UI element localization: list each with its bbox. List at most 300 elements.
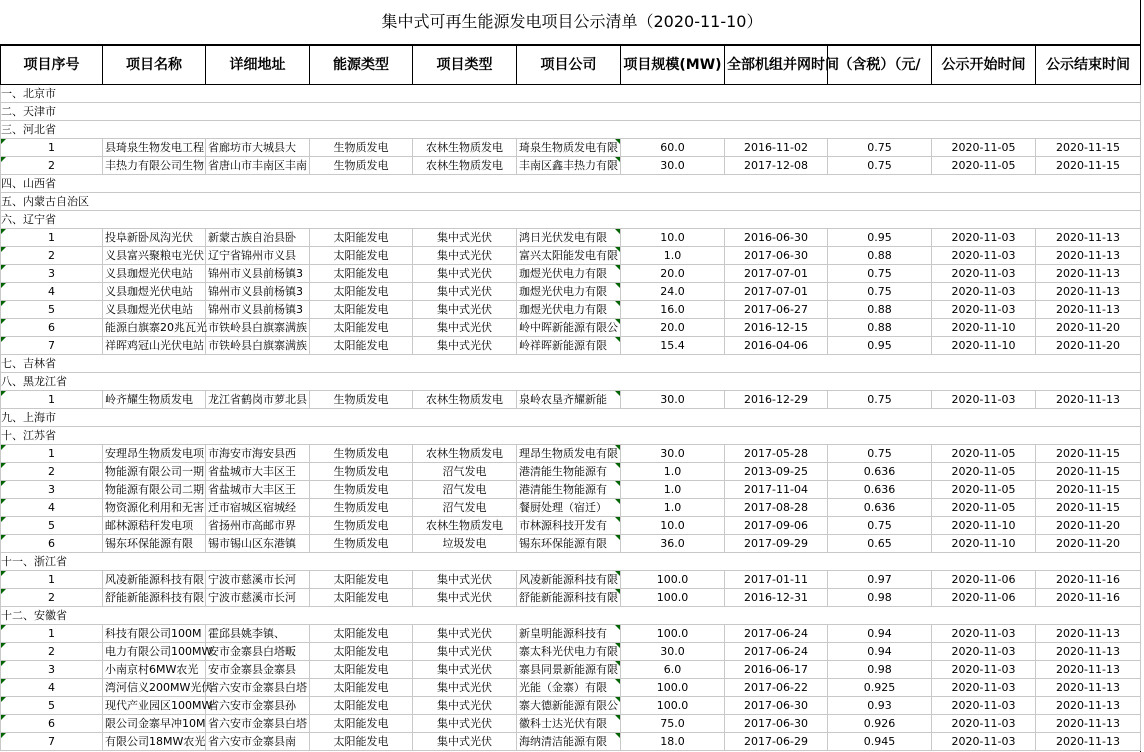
- cell-start-date[interactable]: 2020-11-10: [932, 319, 1036, 337]
- cell-seq[interactable]: 4: [1, 283, 103, 301]
- cell-price[interactable]: 0.88: [828, 301, 932, 319]
- cell-start-date[interactable]: 2020-11-06: [932, 589, 1036, 607]
- cell-seq[interactable]: 3: [1, 481, 103, 499]
- cell-end-date[interactable]: 2020-11-16: [1036, 571, 1141, 589]
- cell-name[interactable]: 湾河信义200MW光伏: [103, 679, 206, 697]
- cell-address[interactable]: 省唐山市丰南区丰南: [206, 157, 310, 175]
- cell-capacity[interactable]: 30.0: [621, 391, 725, 409]
- cell-end-date[interactable]: 2020-11-15: [1036, 463, 1141, 481]
- cell-company[interactable]: 舒能新能源科技有限: [517, 589, 621, 607]
- cell-address[interactable]: 省扬州市高邮市界: [206, 517, 310, 535]
- cell-address[interactable]: 宁波市慈溪市长河: [206, 589, 310, 607]
- cell-capacity[interactable]: 20.0: [621, 319, 725, 337]
- cell-price[interactable]: 0.75: [828, 139, 932, 157]
- cell-energy-type[interactable]: 太阳能发电: [310, 283, 413, 301]
- cell-address[interactable]: 省六安市金寨县白塔: [206, 715, 310, 733]
- cell-end-date[interactable]: 2020-11-13: [1036, 715, 1141, 733]
- cell-company[interactable]: 锡东环保能源有限: [517, 535, 621, 553]
- cell-seq[interactable]: 4: [1, 499, 103, 517]
- cell-energy-type[interactable]: 太阳能发电: [310, 625, 413, 643]
- cell-name[interactable]: 岭齐耀生物质发电: [103, 391, 206, 409]
- cell-grid-date[interactable]: 2016-12-31: [725, 589, 828, 607]
- cell-company[interactable]: 鸿日光伏发电有限: [517, 229, 621, 247]
- cell-grid-date[interactable]: 2017-06-24: [725, 625, 828, 643]
- cell-seq[interactable]: 5: [1, 517, 103, 535]
- cell-name[interactable]: 科技有限公司100M: [103, 625, 206, 643]
- header-start-date[interactable]: 公示开始时间: [932, 45, 1036, 85]
- cell-grid-date[interactable]: 2017-06-22: [725, 679, 828, 697]
- cell-address[interactable]: 安市金寨县金寨县: [206, 661, 310, 679]
- cell-name[interactable]: 能源白旗寨20兆瓦光: [103, 319, 206, 337]
- cell-price[interactable]: 0.97: [828, 571, 932, 589]
- cell-seq[interactable]: 1: [1, 139, 103, 157]
- cell-seq[interactable]: 7: [1, 733, 103, 751]
- cell-energy-type[interactable]: 生物质发电: [310, 139, 413, 157]
- cell-address[interactable]: 辽宁省锦州市义县: [206, 247, 310, 265]
- cell-price[interactable]: 0.945: [828, 733, 932, 751]
- cell-name[interactable]: 舒能新能源科技有限: [103, 589, 206, 607]
- cell-price[interactable]: 0.926: [828, 715, 932, 733]
- cell-company[interactable]: 风凌新能源科技有限: [517, 571, 621, 589]
- cell-name[interactable]: 限公司金寨早冲10M: [103, 715, 206, 733]
- cell-end-date[interactable]: 2020-11-13: [1036, 661, 1141, 679]
- header-name[interactable]: 项目名称: [103, 45, 206, 85]
- cell-grid-date[interactable]: 2013-09-25: [725, 463, 828, 481]
- cell-project-type[interactable]: 集中式光伏: [413, 229, 517, 247]
- cell-end-date[interactable]: 2020-11-13: [1036, 391, 1141, 409]
- header-energy-type[interactable]: 能源类型: [310, 45, 413, 85]
- cell-start-date[interactable]: 2020-11-10: [932, 535, 1036, 553]
- cell-price[interactable]: 0.88: [828, 319, 932, 337]
- cell-project-type[interactable]: 农林生物质发电: [413, 139, 517, 157]
- cell-address[interactable]: 锦州市义县前杨镇3: [206, 283, 310, 301]
- cell-capacity[interactable]: 100.0: [621, 679, 725, 697]
- cell-company[interactable]: 丰南区鑫丰热力有限: [517, 157, 621, 175]
- cell-end-date[interactable]: 2020-11-20: [1036, 535, 1141, 553]
- cell-energy-type[interactable]: 太阳能发电: [310, 337, 413, 355]
- cell-end-date[interactable]: 2020-11-20: [1036, 337, 1141, 355]
- cell-start-date[interactable]: 2020-11-03: [932, 733, 1036, 751]
- cell-end-date[interactable]: 2020-11-15: [1036, 445, 1141, 463]
- cell-energy-type[interactable]: 太阳能发电: [310, 733, 413, 751]
- cell-project-type[interactable]: 沼气发电: [413, 463, 517, 481]
- cell-company[interactable]: 光能（金寨）有限: [517, 679, 621, 697]
- province-row: [1, 607, 1141, 625]
- cell-name[interactable]: 义县珈煜光伏电站: [103, 283, 206, 301]
- cell-end-date[interactable]: 2020-11-13: [1036, 229, 1141, 247]
- cell-start-date[interactable]: 2020-11-05: [932, 463, 1036, 481]
- cell-capacity[interactable]: 75.0: [621, 715, 725, 733]
- cell-end-date[interactable]: 2020-11-13: [1036, 625, 1141, 643]
- cell-price[interactable]: 0.88: [828, 247, 932, 265]
- cell-end-date[interactable]: 2020-11-13: [1036, 247, 1141, 265]
- cell-energy-type[interactable]: 太阳能发电: [310, 643, 413, 661]
- cell-company[interactable]: 泉岭农垦齐耀新能: [517, 391, 621, 409]
- cell-end-date[interactable]: 2020-11-15: [1036, 481, 1141, 499]
- cell-price[interactable]: 0.75: [828, 283, 932, 301]
- cell-capacity[interactable]: 15.4: [621, 337, 725, 355]
- cell-seq[interactable]: 1: [1, 445, 103, 463]
- cell-grid-date[interactable]: 2016-12-15: [725, 319, 828, 337]
- cell-address[interactable]: 省六安市金寨县白塔: [206, 679, 310, 697]
- table-row: [1, 481, 1141, 499]
- cell-grid-date[interactable]: 2016-06-17: [725, 661, 828, 679]
- cell-start-date[interactable]: 2020-11-05: [932, 445, 1036, 463]
- cell-energy-type[interactable]: 生物质发电: [310, 535, 413, 553]
- cell-seq[interactable]: 6: [1, 715, 103, 733]
- cell-start-date[interactable]: 2020-11-10: [932, 517, 1036, 535]
- cell-end-date[interactable]: 2020-11-15: [1036, 157, 1141, 175]
- cell-capacity[interactable]: 30.0: [621, 643, 725, 661]
- cell-energy-type[interactable]: 太阳能发电: [310, 661, 413, 679]
- cell-seq[interactable]: 6: [1, 535, 103, 553]
- cell-address[interactable]: 省盐城市大丰区王: [206, 481, 310, 499]
- cell-capacity[interactable]: 36.0: [621, 535, 725, 553]
- cell-energy-type[interactable]: 太阳能发电: [310, 229, 413, 247]
- cell-grid-date[interactable]: 2017-09-06: [725, 517, 828, 535]
- cell-project-type[interactable]: 集中式光伏: [413, 247, 517, 265]
- cell-start-date[interactable]: 2020-11-03: [932, 283, 1036, 301]
- cell-energy-type[interactable]: 生物质发电: [310, 391, 413, 409]
- cell-seq[interactable]: 2: [1, 589, 103, 607]
- cell-energy-type[interactable]: 生物质发电: [310, 445, 413, 463]
- cell-grid-date[interactable]: 2017-06-29: [725, 733, 828, 751]
- cell-capacity[interactable]: 100.0: [621, 571, 725, 589]
- cell-address[interactable]: 霍邱县姚李镇、: [206, 625, 310, 643]
- cell-price[interactable]: 0.95: [828, 229, 932, 247]
- cell-name[interactable]: 电力有限公司100MW: [103, 643, 206, 661]
- cell-energy-type[interactable]: 太阳能发电: [310, 679, 413, 697]
- cell-price[interactable]: 0.75: [828, 391, 932, 409]
- cell-capacity[interactable]: 16.0: [621, 301, 725, 319]
- cell-start-date[interactable]: 2020-11-03: [932, 643, 1036, 661]
- header-project-type[interactable]: 项目类型: [413, 45, 517, 85]
- cell-grid-date[interactable]: 2017-06-24: [725, 643, 828, 661]
- province-label[interactable]: 二、天津市: [1, 103, 1141, 121]
- cell-capacity[interactable]: 10.0: [621, 517, 725, 535]
- cell-project-type[interactable]: 沼气发电: [413, 481, 517, 499]
- cell-project-type[interactable]: 集中式光伏: [413, 301, 517, 319]
- cell-start-date[interactable]: 2020-11-05: [932, 139, 1036, 157]
- cell-start-date[interactable]: 2020-11-03: [932, 697, 1036, 715]
- cell-grid-date[interactable]: 2017-08-28: [725, 499, 828, 517]
- cell-energy-type[interactable]: 生物质发电: [310, 157, 413, 175]
- cell-energy-type[interactable]: 生物质发电: [310, 517, 413, 535]
- cell-energy-type[interactable]: 太阳能发电: [310, 301, 413, 319]
- cell-price[interactable]: 0.636: [828, 463, 932, 481]
- cell-name[interactable]: 安理昂生物质发电项: [103, 445, 206, 463]
- province-label[interactable]: 十、江苏省: [1, 427, 1141, 445]
- cell-name[interactable]: 丰热力有限公司生物: [103, 157, 206, 175]
- cell-energy-type[interactable]: 生物质发电: [310, 481, 413, 499]
- cell-seq[interactable]: 2: [1, 157, 103, 175]
- cell-project-type[interactable]: 农林生物质发电: [413, 445, 517, 463]
- cell-energy-type[interactable]: 太阳能发电: [310, 571, 413, 589]
- cell-project-type[interactable]: 集中式光伏: [413, 571, 517, 589]
- cell-price[interactable]: 0.636: [828, 499, 932, 517]
- cell-name[interactable]: 有限公司18MW农光: [103, 733, 206, 751]
- cell-project-type[interactable]: 集中式光伏: [413, 697, 517, 715]
- cell-end-date[interactable]: 2020-11-13: [1036, 643, 1141, 661]
- cell-name[interactable]: 锡东环保能源有限: [103, 535, 206, 553]
- province-label[interactable]: 四、山西省: [1, 175, 1141, 193]
- cell-name[interactable]: 投阜新卧凤沟光伏: [103, 229, 206, 247]
- cell-energy-type[interactable]: 生物质发电: [310, 463, 413, 481]
- cell-end-date[interactable]: 2020-11-20: [1036, 319, 1141, 337]
- cell-start-date[interactable]: 2020-11-10: [932, 337, 1036, 355]
- cell-company[interactable]: 餐厨处理（宿迁）: [517, 499, 621, 517]
- cell-name[interactable]: 物能源有限公司二期: [103, 481, 206, 499]
- cell-name[interactable]: 县琦泉生物发电工程: [103, 139, 206, 157]
- cell-address[interactable]: 锦州市义县前杨镇3: [206, 301, 310, 319]
- cell-price[interactable]: 0.98: [828, 589, 932, 607]
- cell-price[interactable]: 0.75: [828, 445, 932, 463]
- cell-name[interactable]: 风凌新能源科技有限: [103, 571, 206, 589]
- cell-company[interactable]: 珈煜光伏电力有限: [517, 283, 621, 301]
- cell-price[interactable]: 0.93: [828, 697, 932, 715]
- cell-end-date[interactable]: 2020-11-20: [1036, 517, 1141, 535]
- cell-start-date[interactable]: 2020-11-06: [932, 571, 1036, 589]
- province-label[interactable]: 一、北京市: [1, 85, 1141, 103]
- header-capacity[interactable]: 项目规模(MW): [621, 45, 725, 85]
- cell-grid-date[interactable]: 2017-06-30: [725, 715, 828, 733]
- cell-end-date[interactable]: 2020-11-13: [1036, 679, 1141, 697]
- cell-project-type[interactable]: 农林生物质发电: [413, 517, 517, 535]
- cell-seq[interactable]: 1: [1, 625, 103, 643]
- cell-seq[interactable]: 1: [1, 391, 103, 409]
- cell-grid-date[interactable]: 2017-06-27: [725, 301, 828, 319]
- cell-energy-type[interactable]: 太阳能发电: [310, 715, 413, 733]
- cell-grid-date[interactable]: 2017-07-01: [725, 265, 828, 283]
- cell-address[interactable]: 龙江省鹤岗市萝北县: [206, 391, 310, 409]
- cell-company[interactable]: 富兴太阳能发电有限: [517, 247, 621, 265]
- cell-name[interactable]: 义县珈煜光伏电站: [103, 265, 206, 283]
- cell-seq[interactable]: 3: [1, 265, 103, 283]
- cell-seq[interactable]: 1: [1, 571, 103, 589]
- cell-seq[interactable]: 5: [1, 301, 103, 319]
- cell-seq[interactable]: 4: [1, 679, 103, 697]
- cell-price[interactable]: 0.75: [828, 157, 932, 175]
- cell-project-type[interactable]: 垃圾发电: [413, 535, 517, 553]
- cell-price[interactable]: 0.75: [828, 265, 932, 283]
- cell-start-date[interactable]: 2020-11-05: [932, 499, 1036, 517]
- cell-project-type[interactable]: 集中式光伏: [413, 643, 517, 661]
- cell-price[interactable]: 0.94: [828, 625, 932, 643]
- cell-end-date[interactable]: 2020-11-13: [1036, 301, 1141, 319]
- cell-grid-date[interactable]: 2016-11-02: [725, 139, 828, 157]
- header-grid-date[interactable]: 全部机组并网时间: [725, 45, 828, 85]
- header-end-date[interactable]: 公示结束时间: [1036, 45, 1141, 85]
- cell-project-type[interactable]: 集中式光伏: [413, 589, 517, 607]
- cell-project-type[interactable]: 集中式光伏: [413, 283, 517, 301]
- cell-grid-date[interactable]: 2016-12-29: [725, 391, 828, 409]
- cell-address[interactable]: 迁市宿城区宿城经: [206, 499, 310, 517]
- cell-end-date[interactable]: 2020-11-15: [1036, 139, 1141, 157]
- cell-project-type[interactable]: 集中式光伏: [413, 661, 517, 679]
- cell-name[interactable]: 物资源化利用和无害: [103, 499, 206, 517]
- cell-address[interactable]: 省廊坊市大城县大: [206, 139, 310, 157]
- cell-name[interactable]: 小南京村6MW农光: [103, 661, 206, 679]
- cell-project-type[interactable]: 集中式光伏: [413, 625, 517, 643]
- cell-company[interactable]: 港清能生物能源有: [517, 481, 621, 499]
- cell-capacity[interactable]: 24.0: [621, 283, 725, 301]
- cell-price[interactable]: 0.636: [828, 481, 932, 499]
- cell-start-date[interactable]: 2020-11-03: [932, 391, 1036, 409]
- cell-start-date[interactable]: 2020-11-03: [932, 715, 1036, 733]
- cell-grid-date[interactable]: 2017-06-30: [725, 697, 828, 715]
- cell-capacity[interactable]: 100.0: [621, 625, 725, 643]
- cell-grid-date[interactable]: 2017-11-04: [725, 481, 828, 499]
- cell-project-type[interactable]: 集中式光伏: [413, 733, 517, 751]
- province-label[interactable]: 三、河北省: [1, 121, 1141, 139]
- cell-project-type[interactable]: 集中式光伏: [413, 265, 517, 283]
- cell-company[interactable]: 市林源科技开发有: [517, 517, 621, 535]
- cell-end-date[interactable]: 2020-11-13: [1036, 733, 1141, 751]
- cell-address[interactable]: 宁波市慈溪市长河: [206, 571, 310, 589]
- cell-start-date[interactable]: 2020-11-03: [932, 229, 1036, 247]
- cell-capacity[interactable]: 6.0: [621, 661, 725, 679]
- cell-project-type[interactable]: 集中式光伏: [413, 319, 517, 337]
- cell-energy-type[interactable]: 太阳能发电: [310, 697, 413, 715]
- cell-start-date[interactable]: 2020-11-03: [932, 679, 1036, 697]
- cell-company[interactable]: 岭祥晖新能源有限: [517, 337, 621, 355]
- province-label[interactable]: 九、上海市: [1, 409, 1141, 427]
- cell-grid-date[interactable]: 2017-09-29: [725, 535, 828, 553]
- cell-grid-date[interactable]: 2017-01-11: [725, 571, 828, 589]
- cell-name[interactable]: 邮林源秸秆发电项: [103, 517, 206, 535]
- cell-price[interactable]: 0.925: [828, 679, 932, 697]
- cell-company[interactable]: 海纳清洁能源有限: [517, 733, 621, 751]
- cell-start-date[interactable]: 2020-11-05: [932, 481, 1036, 499]
- province-label[interactable]: 六、辽宁省: [1, 211, 1141, 229]
- cell-energy-type[interactable]: 太阳能发电: [310, 265, 413, 283]
- cell-capacity[interactable]: 1.0: [621, 463, 725, 481]
- cell-end-date[interactable]: 2020-11-13: [1036, 697, 1141, 715]
- cell-start-date[interactable]: 2020-11-03: [932, 247, 1036, 265]
- cell-address[interactable]: 市海安市海安县西: [206, 445, 310, 463]
- cell-price[interactable]: 0.95: [828, 337, 932, 355]
- cell-company[interactable]: 寨县同景新能源有限: [517, 661, 621, 679]
- cell-company[interactable]: 寨大德新能源有限公: [517, 697, 621, 715]
- header-seq[interactable]: 项目序号: [1, 45, 103, 85]
- cell-capacity[interactable]: 60.0: [621, 139, 725, 157]
- cell-name[interactable]: 物能源有限公司一期: [103, 463, 206, 481]
- cell-price[interactable]: 0.94: [828, 643, 932, 661]
- cell-address[interactable]: 省六安市金寨县南: [206, 733, 310, 751]
- cell-end-date[interactable]: 2020-11-16: [1036, 589, 1141, 607]
- cell-end-date[interactable]: 2020-11-13: [1036, 265, 1141, 283]
- cell-address[interactable]: 新蒙古族自治县卧: [206, 229, 310, 247]
- cell-capacity[interactable]: 20.0: [621, 265, 725, 283]
- cell-project-type[interactable]: 农林生物质发电: [413, 391, 517, 409]
- cell-capacity[interactable]: 1.0: [621, 247, 725, 265]
- cell-grid-date[interactable]: 2017-07-01: [725, 283, 828, 301]
- cell-company[interactable]: 珈煜光伏电力有限: [517, 265, 621, 283]
- cell-seq[interactable]: 2: [1, 643, 103, 661]
- cell-start-date[interactable]: 2020-11-03: [932, 661, 1036, 679]
- cell-grid-date[interactable]: 2016-04-06: [725, 337, 828, 355]
- cell-price[interactable]: 0.75: [828, 517, 932, 535]
- cell-grid-date[interactable]: 2017-06-30: [725, 247, 828, 265]
- cell-name[interactable]: 现代产业园区100MW: [103, 697, 206, 715]
- cell-seq[interactable]: 3: [1, 661, 103, 679]
- cell-name[interactable]: 义县富兴聚粮屯光伏: [103, 247, 206, 265]
- cell-name[interactable]: 祥晖鸡冠山光伏电站: [103, 337, 206, 355]
- cell-energy-type[interactable]: 太阳能发电: [310, 589, 413, 607]
- cell-project-type[interactable]: 农林生物质发电: [413, 157, 517, 175]
- cell-capacity[interactable]: 100.0: [621, 589, 725, 607]
- province-label[interactable]: 五、内蒙古自治区: [1, 193, 1141, 211]
- header-price[interactable]: （含税）（元/: [828, 45, 932, 85]
- cell-capacity[interactable]: 30.0: [621, 445, 725, 463]
- cell-end-date[interactable]: 2020-11-13: [1036, 283, 1141, 301]
- cell-start-date[interactable]: 2020-11-03: [932, 301, 1036, 319]
- cell-address[interactable]: 市铁岭县白旗寨满族: [206, 337, 310, 355]
- cell-project-type[interactable]: 沼气发电: [413, 499, 517, 517]
- cell-address[interactable]: 省盐城市大丰区王: [206, 463, 310, 481]
- cell-address[interactable]: 锡市锡山区东港镇: [206, 535, 310, 553]
- cell-capacity[interactable]: 30.0: [621, 157, 725, 175]
- cell-grid-date[interactable]: 2017-05-28: [725, 445, 828, 463]
- province-label[interactable]: 十二、安徽省: [1, 607, 1141, 625]
- cell-energy-type[interactable]: 太阳能发电: [310, 247, 413, 265]
- cell-capacity[interactable]: 1.0: [621, 499, 725, 517]
- cell-company[interactable]: 新皇明能源科技有: [517, 625, 621, 643]
- header-address[interactable]: 详细地址: [206, 45, 310, 85]
- cell-address[interactable]: 锦州市义县前杨镇3: [206, 265, 310, 283]
- cell-start-date[interactable]: 2020-11-05: [932, 157, 1036, 175]
- cell-capacity[interactable]: 1.0: [621, 481, 725, 499]
- cell-seq[interactable]: 5: [1, 697, 103, 715]
- province-label[interactable]: 七、吉林省: [1, 355, 1141, 373]
- cell-company[interactable]: 珈煜光伏电力有限: [517, 301, 621, 319]
- cell-seq[interactable]: 2: [1, 463, 103, 481]
- cell-project-type[interactable]: 集中式光伏: [413, 337, 517, 355]
- header-company[interactable]: 项目公司: [517, 45, 621, 85]
- cell-start-date[interactable]: 2020-11-03: [932, 625, 1036, 643]
- cell-company[interactable]: 琦泉生物质发电有限: [517, 139, 621, 157]
- cell-project-type[interactable]: 集中式光伏: [413, 715, 517, 733]
- cell-seq[interactable]: 2: [1, 247, 103, 265]
- cell-start-date[interactable]: 2020-11-03: [932, 265, 1036, 283]
- cell-address[interactable]: 安市金寨县白塔畈: [206, 643, 310, 661]
- cell-address[interactable]: 市铁岭县白旗寨满族: [206, 319, 310, 337]
- cell-seq[interactable]: 7: [1, 337, 103, 355]
- cell-company[interactable]: 理昂生物质发电有限: [517, 445, 621, 463]
- cell-company[interactable]: 徽科士达光伏有限: [517, 715, 621, 733]
- cell-name[interactable]: 义县珈煜光伏电站: [103, 301, 206, 319]
- cell-capacity[interactable]: 100.0: [621, 697, 725, 715]
- cell-company[interactable]: 寨太科光伏电力有限: [517, 643, 621, 661]
- cell-seq[interactable]: 6: [1, 319, 103, 337]
- cell-capacity[interactable]: 10.0: [621, 229, 725, 247]
- cell-energy-type[interactable]: 生物质发电: [310, 499, 413, 517]
- cell-seq[interactable]: 1: [1, 229, 103, 247]
- cell-energy-type[interactable]: 太阳能发电: [310, 319, 413, 337]
- cell-price[interactable]: 0.98: [828, 661, 932, 679]
- cell-grid-date[interactable]: 2017-12-08: [725, 157, 828, 175]
- cell-capacity[interactable]: 18.0: [621, 733, 725, 751]
- province-label[interactable]: 十一、浙江省: [1, 553, 1141, 571]
- cell-grid-date[interactable]: 2016-06-30: [725, 229, 828, 247]
- cell-project-type[interactable]: 集中式光伏: [413, 679, 517, 697]
- cell-company[interactable]: 港清能生物能源有: [517, 463, 621, 481]
- cell-end-date[interactable]: 2020-11-15: [1036, 499, 1141, 517]
- province-label[interactable]: 八、黑龙江省: [1, 373, 1141, 391]
- cell-price[interactable]: 0.65: [828, 535, 932, 553]
- cell-company[interactable]: 岭中晖新能源有限公: [517, 319, 621, 337]
- cell-address[interactable]: 省六安市金寨县孙: [206, 697, 310, 715]
